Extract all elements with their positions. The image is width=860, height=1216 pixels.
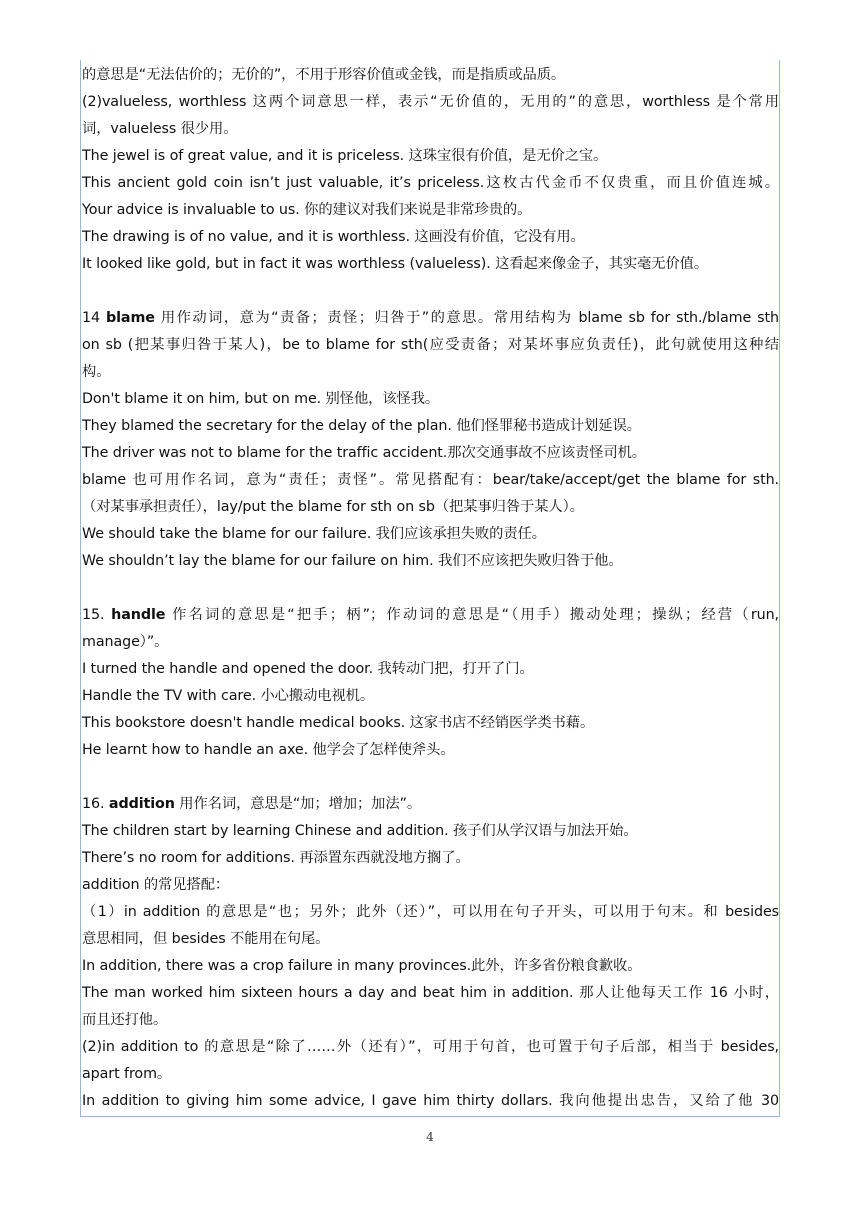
text-line — [82, 764, 779, 791]
line-text: This ancient gold coin isn’t just valuable, it’s priceless.这枚古代金币不仅贵重，而且价值连城。 — [82, 175, 779, 191]
line-text: addition 的常见搭配： — [82, 877, 230, 893]
line-text: 的意思是“无法估价的；无价的”，不用于形容价值或金钱，而是指质或品质。 — [82, 67, 566, 83]
line-text: They blamed the secretary for the delay of the plan. 他们怪罪秘书造成计划延误。 — [82, 418, 641, 434]
text-line — [82, 89, 779, 116]
entry-keyword: handle — [111, 607, 166, 623]
line-text: The driver was not to blame for the traffic accident.那次交通事故不应该责怪司机。 — [82, 445, 647, 461]
line-text: The jewel is of great value, and it is priceless. 这珠宝很有价值，是无价之宝。 — [82, 148, 608, 164]
text-line — [82, 467, 779, 494]
table-right-border — [779, 60, 780, 1116]
line-text: Don't blame it on him, but on me. 别怪他，该怪我。 — [82, 391, 440, 407]
line-text: (2)valueless, worthless 这两个词意思一样，表示“无价值的，无用的”的意思，worthless 是个常用 — [82, 94, 779, 110]
text-line — [82, 818, 779, 845]
text-line — [82, 440, 779, 467]
line-text: 用作动词，意为“责备；责怪；归咎于”的意思。常用结构为 blame sb for sth./blame sth — [154, 310, 779, 326]
text-line — [82, 170, 779, 197]
text-line — [82, 656, 779, 683]
text-line — [82, 953, 779, 980]
entry-keyword: addition — [108, 796, 175, 812]
line-text: This bookstore doesn't handle medical books. 这家书店不经销医学类书藉。 — [82, 715, 595, 731]
line-text: on sb (把某事归咎于某人)，be to blame for sth(应受责备；对某坏事应负责任)，此句就使用这种结 — [82, 337, 779, 353]
text-line — [82, 413, 779, 440]
table-bottom-border — [80, 1116, 780, 1117]
text-line — [82, 980, 779, 1007]
text-line — [82, 521, 779, 548]
document-body — [82, 62, 779, 1115]
text-line — [82, 386, 779, 413]
line-text: Your advice is invaluable to us. 你的建议对我们来说是非常珍贵的。 — [82, 202, 532, 218]
text-line — [82, 926, 779, 953]
page-number: 4 — [426, 1130, 434, 1144]
text-line — [82, 710, 779, 737]
line-text: (2)in addition to 的意思是“除了……外（还有）”，可用于句首，也可置于句子后部，相当于 besides, — [82, 1039, 779, 1055]
text-line — [82, 305, 779, 332]
text-line — [82, 575, 779, 602]
entry-keyword: blame — [106, 310, 155, 326]
line-text: manage）”。 — [82, 634, 169, 650]
line-text: In addition, there was a crop failure in many provinces.此外，许多省份粮食歉收。 — [82, 958, 642, 974]
line-text: The man worked him sixteen hours a day and beat him in addition. 那人让他每天工作 16 小时， — [82, 985, 779, 1001]
line-text: 用作名词，意思是“加；增加；加法”。 — [174, 796, 422, 812]
line-text: He learnt how to handle an axe. 他学会了怎样使斧头。 — [82, 742, 455, 758]
entry-number: 16. — [82, 796, 109, 812]
text-line — [82, 899, 779, 926]
text-line — [82, 548, 779, 575]
line-text: In addition to giving him some advice, I gave him thirty dollars. 我向他提出忠告，又给了他 30 — [82, 1093, 779, 1109]
line-text: apart from。 — [82, 1066, 172, 1082]
line-text: （1）in addition 的意思是“也；另外；此外（还）”，可以用在句子开头，可以用于句末。和 besides — [82, 904, 779, 920]
line-text: Handle the TV with care. 小心搬动电视机。 — [82, 688, 375, 704]
line-text: The children start by learning Chinese and addition. 孩子们从学汉语与加法开始。 — [82, 823, 638, 839]
text-line — [82, 494, 779, 521]
text-line — [82, 62, 779, 89]
text-line — [82, 845, 779, 872]
line-text: 作名词的意思是“把手；柄”；作动词的意思是“（用手）搬动处理；操纵；经营（run, — [165, 607, 779, 623]
table-left-border — [80, 60, 81, 1116]
entry-number: 14 — [82, 310, 106, 326]
text-line — [82, 332, 779, 359]
line-text: blame 也可用作名词，意为“责任；责怪”。常见搭配有：bear/take/accept/get the blame for sth. — [82, 472, 779, 488]
text-line — [82, 683, 779, 710]
text-line — [82, 602, 779, 629]
text-line — [82, 1088, 779, 1115]
line-text: 词，valueless 很少用。 — [82, 121, 238, 137]
line-text: The drawing is of no value, and it is worthless. 这画没有价值，它没有用。 — [82, 229, 585, 245]
text-line — [82, 359, 779, 386]
line-text: 意思相同，但 besides 不能用在句尾。 — [82, 931, 330, 947]
text-line — [82, 143, 779, 170]
line-text: （对某事承担责任），lay/put the blame for sth on sb（把某事归咎于某人）。 — [82, 499, 584, 515]
text-line — [82, 278, 779, 305]
line-text: It looked like gold, but in fact it was worthless (valueless). 这看起来像金子，其实毫无价值。 — [82, 256, 709, 272]
entry-number: 15. — [82, 607, 112, 623]
text-line — [82, 197, 779, 224]
line-text: We should take the blame for our failure. 我们应该承担失败的责任。 — [82, 526, 546, 542]
text-line — [82, 251, 779, 278]
line-text: We shouldn’t lay the blame for our failure on him. 我们不应该把失败归咎于他。 — [82, 553, 623, 569]
text-line — [82, 737, 779, 764]
text-line — [82, 872, 779, 899]
text-line — [82, 116, 779, 143]
text-line — [82, 629, 779, 656]
line-text: 构。 — [82, 364, 111, 380]
line-text: There’s no room for additions. 再添置东西就没地方搁了。 — [82, 850, 470, 866]
text-line — [82, 224, 779, 251]
line-text: 而且还打他。 — [82, 1012, 168, 1028]
text-line — [82, 1007, 779, 1034]
line-text: I turned the handle and opened the door. 我转动门把，打开了门。 — [82, 661, 534, 677]
text-line — [82, 791, 779, 818]
text-line — [82, 1034, 779, 1061]
text-line — [82, 1061, 779, 1088]
